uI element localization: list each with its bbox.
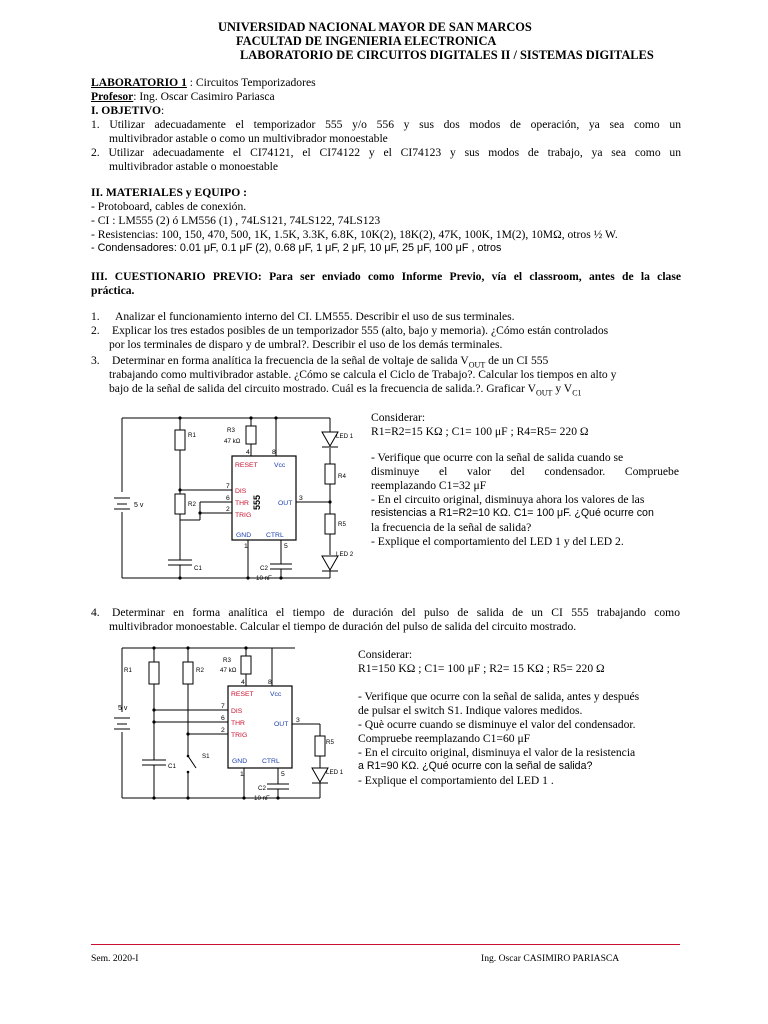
consider-2-line-2: de pulsar el switch S1. Indique valores medidos. xyxy=(358,704,583,717)
svg-text:LED 1: LED 1 xyxy=(326,769,344,776)
objective-item-2-line-1: 2. Utilizar adecuadamente el CI74121, el CI74122 y el CI74123 y sus modos de trabajo, ya sea como un xyxy=(91,146,681,159)
svg-text:2: 2 xyxy=(226,506,230,513)
question-2-number: 2. xyxy=(91,324,100,337)
svg-text:R1: R1 xyxy=(124,667,132,674)
svg-text:5: 5 xyxy=(284,543,288,550)
svg-text:R3: R3 xyxy=(227,427,235,434)
svg-text:CTRL: CTRL xyxy=(262,758,280,765)
svg-text:GND: GND xyxy=(232,758,248,765)
svg-text:THR: THR xyxy=(231,720,245,727)
svg-text:C1: C1 xyxy=(168,763,176,770)
svg-text:7: 7 xyxy=(221,703,225,710)
question-3-line-2: trabajando como multivibrador astable. ¿Cómo se calcula el Ciclo de Trabajo?. Calcular los tiempos en alto y xyxy=(109,368,617,381)
svg-text:GND: GND xyxy=(236,532,252,539)
consider-1-line-7: - Explique el comportamiento del LED 1 y del LED 2. xyxy=(371,535,624,548)
svg-text:Vcc: Vcc xyxy=(270,691,282,698)
svg-text:8: 8 xyxy=(268,679,272,686)
svg-text:DIS: DIS xyxy=(231,708,243,715)
svg-text:TRIG: TRIG xyxy=(235,512,252,519)
svg-text:R3: R3 xyxy=(223,657,231,664)
materials-heading: II. MATERIALES y EQUIPO : xyxy=(91,186,248,199)
footer-author: Ing. Oscar CASIMIRO PARIASCA xyxy=(481,953,620,964)
monostable-schematic xyxy=(110,640,350,808)
consider-1-line-1: - Verifique que ocurre con la señal de salida cuando se xyxy=(371,451,624,464)
svg-text:8: 8 xyxy=(272,449,276,456)
svg-text:OUT: OUT xyxy=(278,500,293,507)
svg-text:S1: S1 xyxy=(202,753,210,760)
question-1-text: Analizar el funcionamiento interno del CI. LM555. Describir el uso de sus terminales. xyxy=(115,310,515,323)
svg-text:R1: R1 xyxy=(188,432,196,439)
question-3-line-1: Determinar en forma analítica la frecuencia de la señal de voltaje de salida $V_{OUT}$ de un CI 555 xyxy=(112,354,549,370)
svg-text:RESET: RESET xyxy=(235,462,258,469)
consider-1-line-6: la frecuencia de la señal de salida? xyxy=(371,521,532,534)
svg-text:CTRL: CTRL xyxy=(266,532,284,539)
svg-text:10 nF: 10 nF xyxy=(254,795,270,802)
svg-text:LED 2: LED 2 xyxy=(336,551,354,558)
consider-1-title: Considerar: xyxy=(371,411,426,424)
svg-text:555: 555 xyxy=(252,494,262,510)
svg-text:47 kΩ: 47 kΩ xyxy=(224,438,241,445)
objective-item-1-line-1: 1. Utilizar adecuadamente el temporizador 555 y/o 556 y sus dos modos de operación, ya sea como un xyxy=(91,118,681,131)
questionnaire-heading-line-1: III. CUESTIONARIO PREVIO: Para ser enviado como Informe Previo, vía el classroom, antes de la clase xyxy=(91,270,681,283)
svg-text:RESET: RESET xyxy=(231,691,254,698)
faculty-name: FACULTAD DE INGENIERIA ELECTRONICA xyxy=(236,34,497,48)
materials-line-4: - Condensadores: 0.01 μF, 0.1 μF (2), 0.68 μF, 1 μF, 2 μF, 10 μF, 25 μF, 100 μF , otros xyxy=(91,242,502,254)
objective-heading: I. OBJETIVO: xyxy=(91,104,165,117)
consider-1-values: R1=R2=15 KΩ ; C1= 100 μF ; R4=R5= 220 Ω xyxy=(371,425,589,438)
questionnaire-heading-line-2: práctica. xyxy=(91,284,135,297)
objective-item-1-line-2: multivibrador astable o como un multivibrador monoestable xyxy=(109,132,388,145)
svg-text:DIS: DIS xyxy=(235,488,247,495)
consider-2-line-4: Compruebe reemplazando C1=60 μF xyxy=(358,732,531,745)
svg-text:2: 2 xyxy=(221,727,225,734)
objective-item-2-line-2: multivibrador astable o monoestable xyxy=(109,160,279,173)
question-2-line-2: por los terminales de disparo y de umbral?. Describir el uso de los demás terminales. xyxy=(109,338,503,351)
svg-text:10 nF: 10 nF xyxy=(256,575,272,582)
question-3-number: 3. xyxy=(91,354,100,367)
question-2-line-1: Explicar los tres estados posibles de un temporizador 555 (alto, bajo y memoria). ¿Cómo están controlados xyxy=(112,324,609,337)
svg-text:47 kΩ: 47 kΩ xyxy=(220,667,237,674)
materials-line-1: - Protoboard, cables de conexión. xyxy=(91,200,247,213)
svg-text:C2: C2 xyxy=(260,565,268,572)
consider-2-line-1: - Verifique que ocurre con la señal de salida, antes y después xyxy=(358,690,640,703)
svg-text:6: 6 xyxy=(221,715,225,722)
footer-rule xyxy=(91,944,680,945)
footer-semester: Sem. 2020-I xyxy=(91,953,139,964)
consider-2-values: R1=150 KΩ ; C1= 100 μF ; R2= 15 KΩ ; R5= 220 Ω xyxy=(358,662,605,675)
consider-1-line-4: - En el circuito original, disminuya ahora los valores de las xyxy=(371,493,645,506)
svg-text:R5: R5 xyxy=(326,739,334,746)
svg-text:LED 1: LED 1 xyxy=(336,433,354,440)
consider-2-line-6: a R1=90 KΩ. ¿Qué ocurre con la señal de salida? xyxy=(358,760,593,772)
svg-text:R2: R2 xyxy=(196,667,204,674)
svg-text:5 v: 5 v xyxy=(118,705,128,712)
svg-text:Vcc: Vcc xyxy=(274,462,286,469)
consider-1-line-2: disminuye el valor del condensador. Compruebe xyxy=(371,465,679,478)
svg-text:5: 5 xyxy=(281,771,285,778)
svg-text:7: 7 xyxy=(226,483,230,490)
svg-text:3: 3 xyxy=(296,717,300,724)
lab-name: LABORATORIO DE CIRCUITOS DIGITALES II / SISTEMAS DIGITALES xyxy=(240,48,654,62)
svg-text:4: 4 xyxy=(246,449,250,456)
consider-2-line-7: - Explique el comportamiento del LED 1 . xyxy=(358,774,554,787)
svg-text:6: 6 xyxy=(226,495,230,502)
svg-text:R5: R5 xyxy=(338,521,346,528)
svg-text:C1: C1 xyxy=(194,565,202,572)
question-3-line-3: bajo de la señal de salida del circuito mostrado. Cuál es la frecuencia de salida.?. Graficar $V_{OUT}$ y $V_{C1}$ xyxy=(109,382,582,398)
consider-2-title: Considerar: xyxy=(358,648,413,661)
svg-text:4: 4 xyxy=(241,679,245,686)
svg-text:1: 1 xyxy=(244,543,248,550)
consider-1-line-5: resistencias a R1=R2=10 KΩ. C1= 100 μF. ¿Qué ocurre con xyxy=(371,507,654,519)
university-name: UNIVERSIDAD NACIONAL MAYOR DE SAN MARCOS xyxy=(218,20,532,34)
astable-schematic xyxy=(110,410,362,590)
svg-text:1: 1 xyxy=(240,771,244,778)
question-4-number: 4. xyxy=(91,606,100,619)
lab-title: LABORATORIO 1 : Circuitos Temporizadores xyxy=(91,76,316,89)
svg-text:TRIG: TRIG xyxy=(231,732,248,739)
question-1-number: 1. xyxy=(91,310,100,323)
svg-text:3: 3 xyxy=(299,495,303,502)
svg-text:OUT: OUT xyxy=(274,721,289,728)
question-4-line-2: multivibrador monoestable. Calcular el tiempo de duración del pulso de salida del circuito mostrado. xyxy=(109,620,577,633)
svg-text:R2: R2 xyxy=(188,501,196,508)
materials-line-2: - CI : LM555 (2) ó LM556 (1) , 74LS121, 74LS122, 74LS123 xyxy=(91,214,381,227)
materials-line-3: - Resistencias: 100, 150, 470, 500, 1K, 1.5K, 3.3K, 6.8K, 10K(2), 18K(2), 47K, 100K, 1M(2), 10MΩ, otros ½ W. xyxy=(91,228,618,241)
svg-text:5 v: 5 v xyxy=(134,502,144,509)
svg-text:R4: R4 xyxy=(338,473,346,480)
svg-text:C2: C2 xyxy=(258,785,266,792)
consider-2-line-5: - En el circuito original, disminuya el valor de la resistencia xyxy=(358,746,636,759)
consider-1-line-3: reemplazando C1=32 μF xyxy=(371,479,487,492)
consider-2-line-3: - Què ocurre cuando se disminuye el valor del condensador. xyxy=(358,718,636,731)
question-4-line-1: Determinar en forma analítica el tiempo de duración del pulso de salida de un CI 555 trabajando como xyxy=(112,606,680,619)
professor: Profesor: Ing. Oscar Casimiro Pariasca xyxy=(91,90,275,103)
svg-text:THR: THR xyxy=(235,500,249,507)
